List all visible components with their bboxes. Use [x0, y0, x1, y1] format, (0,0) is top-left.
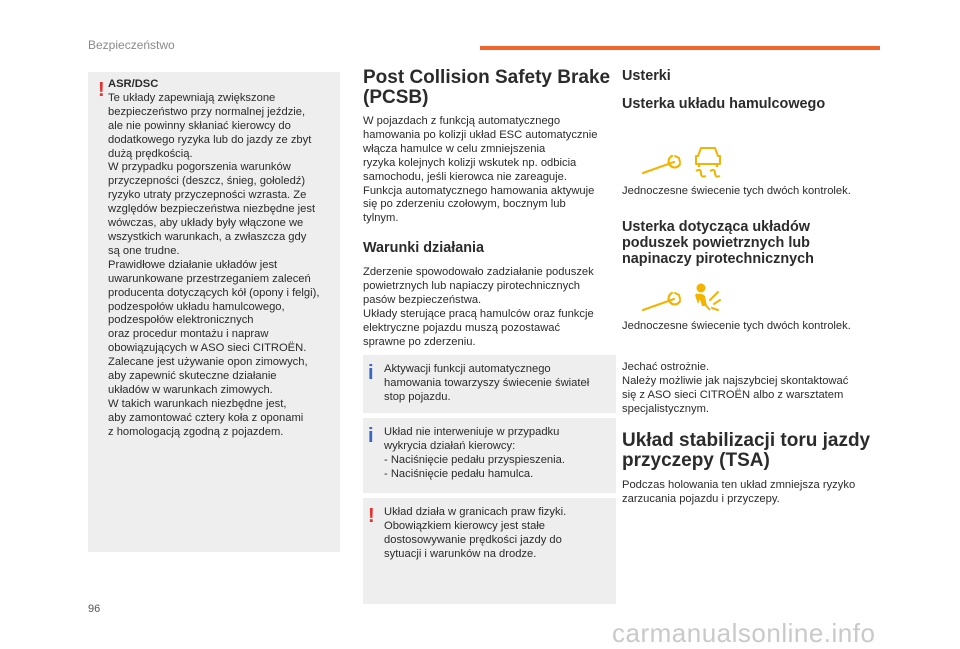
asr-dsc-line: dużą prędkością. [108, 147, 193, 160]
note-line: Obowiązkiem kierowcy jest stałe [384, 519, 546, 532]
info-note-brake-lights [363, 355, 616, 413]
airbag-heading-line: poduszek powietrznych lub [622, 235, 810, 251]
page-number: 96 [88, 603, 101, 615]
asr-dsc-line: obowiązujących w ASO sieci CITROËN. [108, 342, 307, 355]
pcsb-intro-line: ryzyka kolejnych kolizji wskutek np. odbicia [363, 156, 577, 169]
asr-dsc-line: podzespołów układu hamulcowego, [108, 300, 285, 313]
asr-dsc-line: są one trudne. [108, 244, 180, 257]
pcsb-intro-line: się po zderzeniu czołowym, bocznym lub [363, 198, 566, 211]
advice-line: specjalistycznym. [622, 402, 710, 415]
faults-section [622, 68, 884, 112]
conditions-line: elektryczne pojazdu muszą pozostawać [363, 321, 561, 334]
brake-fault-lamps [640, 140, 726, 180]
warning-exclamation-icon: ! [368, 505, 375, 527]
airbag-heading-line: Usterka dotycząca układów [622, 219, 810, 235]
note-line: wykrycia działań kierowcy: [384, 439, 516, 452]
asr-dsc-line: ale nie powinny skłaniać kierowcy do [108, 119, 291, 132]
brake-fault-text: Jednoczesne świecenie tych dwóch kontrolek. [622, 185, 851, 197]
conditions-line: Układy sterujące pracą hamulców oraz funkcje [363, 307, 594, 320]
note-line: Układ działa w granicach praw fizyki. [384, 506, 567, 518]
tsa-title [622, 431, 912, 471]
pcsb-intro-line: samochodu, jeśli kierowca nie zareaguje. [363, 170, 567, 183]
note-line: Aktywacji funkcji automatycznego [384, 363, 551, 375]
section-title: Bezpieczeństwo [88, 38, 175, 52]
asr-dsc-line: Te układy zapewniają zwiększone [108, 91, 276, 104]
conditions-heading: Warunki działania [363, 240, 485, 257]
conditions-line: powietrznych lub napiaczy pirotechnicznych [363, 280, 581, 293]
watermark: carmanualsonline.info [612, 618, 876, 648]
asr-dsc-line: z homologacją zgodną z pojazdem. [108, 425, 284, 438]
warning-note-physics [363, 498, 616, 604]
info-note-driver-actions [363, 418, 616, 493]
advice-line: Jechać ostrożnie. [622, 361, 710, 373]
asr-dsc-line: aby zapewnić skuteczne działanie [108, 370, 277, 383]
header-accent-bar [480, 46, 880, 50]
asr-dsc-line: dodatkowego ryzyka lub do jazdy ze zbyt [108, 133, 312, 146]
pcsb-intro [363, 115, 616, 226]
asr-dsc-line: Zalecane jest używanie opon zimowych, [108, 356, 308, 369]
pcsb-title-line: (PCSB) [363, 87, 429, 108]
asr-dsc-line: układów w warunkach zimowych. [108, 383, 273, 396]
note-line: hamowania towarzyszy świecenie świateł [384, 376, 590, 389]
wrench-icon [640, 146, 686, 180]
asr-dsc-line: oraz procedur montażu i napraw [108, 328, 269, 341]
note-line: - Naciśnięcie pedału hamulca. [384, 467, 534, 480]
tsa-text-line: Podczas holowania ten układ zmniejsza ryzyko [622, 479, 856, 491]
asr-dsc-line: ryzyko utraty przyczepności wzrasta. Ze [108, 189, 307, 202]
brake-fault-heading: Usterka układu hamulcowego [622, 96, 826, 112]
pcsb-intro-line: tylnym. [363, 212, 399, 225]
faults-heading: Usterki [622, 68, 671, 84]
fault-advice [622, 361, 892, 417]
airbag-fault-heading [622, 219, 884, 267]
seatbelt-pretensioner-icon [690, 282, 722, 316]
asr-dsc-line: względów bezpieczeństwa niezbędne jest [108, 203, 316, 216]
warning-exclamation-icon: ! [98, 79, 105, 101]
info-marker-icon: i [368, 425, 374, 447]
asr-dsc-line: W przypadku pogorszenia warunków [108, 161, 291, 174]
asr-dsc-line: aby zamontować cztery koła z oponami [108, 411, 304, 424]
asr-dsc-line: uwarunkowane przestrzeganiem zaleceń [108, 272, 311, 285]
asr-dsc-line: producenta dotyczących kół (opony i felgi), [108, 286, 320, 299]
pcsb-intro-line: Funkcja automatycznego hamowania aktywuje [363, 184, 595, 197]
asr-dsc-line: bezpieczeństwo przy normalnej jeździe, [108, 105, 306, 118]
airbag-fault-lamps [640, 282, 722, 316]
asr-dsc-note-box [88, 72, 340, 552]
tsa-text-line: zarzucania pojazdu i przyczepy. [622, 492, 780, 505]
wrench-icon [640, 286, 686, 316]
conditions-line: Zderzenie spowodowało zadziałanie poduszek [363, 266, 594, 279]
asr-dsc-line: W takich warunkach niezbędne jest, [108, 397, 287, 410]
asr-dsc-line: wówczas, aby układy były włączone we [108, 217, 304, 230]
tsa-text [622, 479, 892, 507]
info-marker-icon: i [368, 362, 374, 384]
note-line: dostosowywanie prędkości jazdy do [384, 533, 562, 546]
note-line: stop pojazdu. [384, 390, 451, 403]
pcsb-title [363, 68, 616, 108]
pcsb-title-line: Post Collision Safety Brake [363, 67, 611, 88]
pcsb-section [363, 68, 616, 350]
asr-dsc-line: przyczepności (deszcz, śnieg, gołoledź) [108, 175, 306, 188]
conditions-line: pasów bezpieczeństwa. [363, 294, 482, 307]
conditions-text [363, 266, 616, 349]
pcsb-intro-line: hamowania po kolizji układ ESC automatycznie [363, 128, 598, 141]
note-line: sytuacji i warunków na drodze. [384, 547, 537, 560]
tsa-title-line: przyczepy (TSA) [622, 450, 770, 471]
tsa-title-line: Układ stabilizacji toru jazdy [622, 430, 871, 451]
asr-dsc-line: podzespołów elektronicznych [108, 314, 254, 327]
note-line: Układ nie interweniuje w przypadku [384, 426, 560, 438]
pcsb-intro-line: włącza hamulce w celu zmniejszenia [363, 142, 546, 155]
asr-dsc-line: wszystkich warunkach, a zwłaszcza gdy [108, 230, 307, 243]
pcsb-intro-line: W pojazdach z funkcją automatycznego [363, 115, 561, 127]
airbag-heading-line: napinaczy pirotechnicznych [622, 251, 814, 267]
conditions-line: sprawne po zderzeniu. [363, 335, 476, 348]
advice-line: Należy możliwie jak najszybciej skontaktować [622, 374, 849, 387]
advice-line: się z ASO sieci CITROËN albo z warsztatem [622, 388, 844, 401]
airbag-fault-text: Jednoczesne świecenie tych dwóch kontrolek. [622, 320, 851, 332]
asr-dsc-title: ASR/DSC [108, 78, 159, 90]
asr-dsc-line: Prawidłowe działanie układów jest [108, 258, 278, 271]
skid-car-icon [690, 140, 726, 180]
note-line: - Naciśnięcie pedału przyspieszenia. [384, 453, 565, 466]
